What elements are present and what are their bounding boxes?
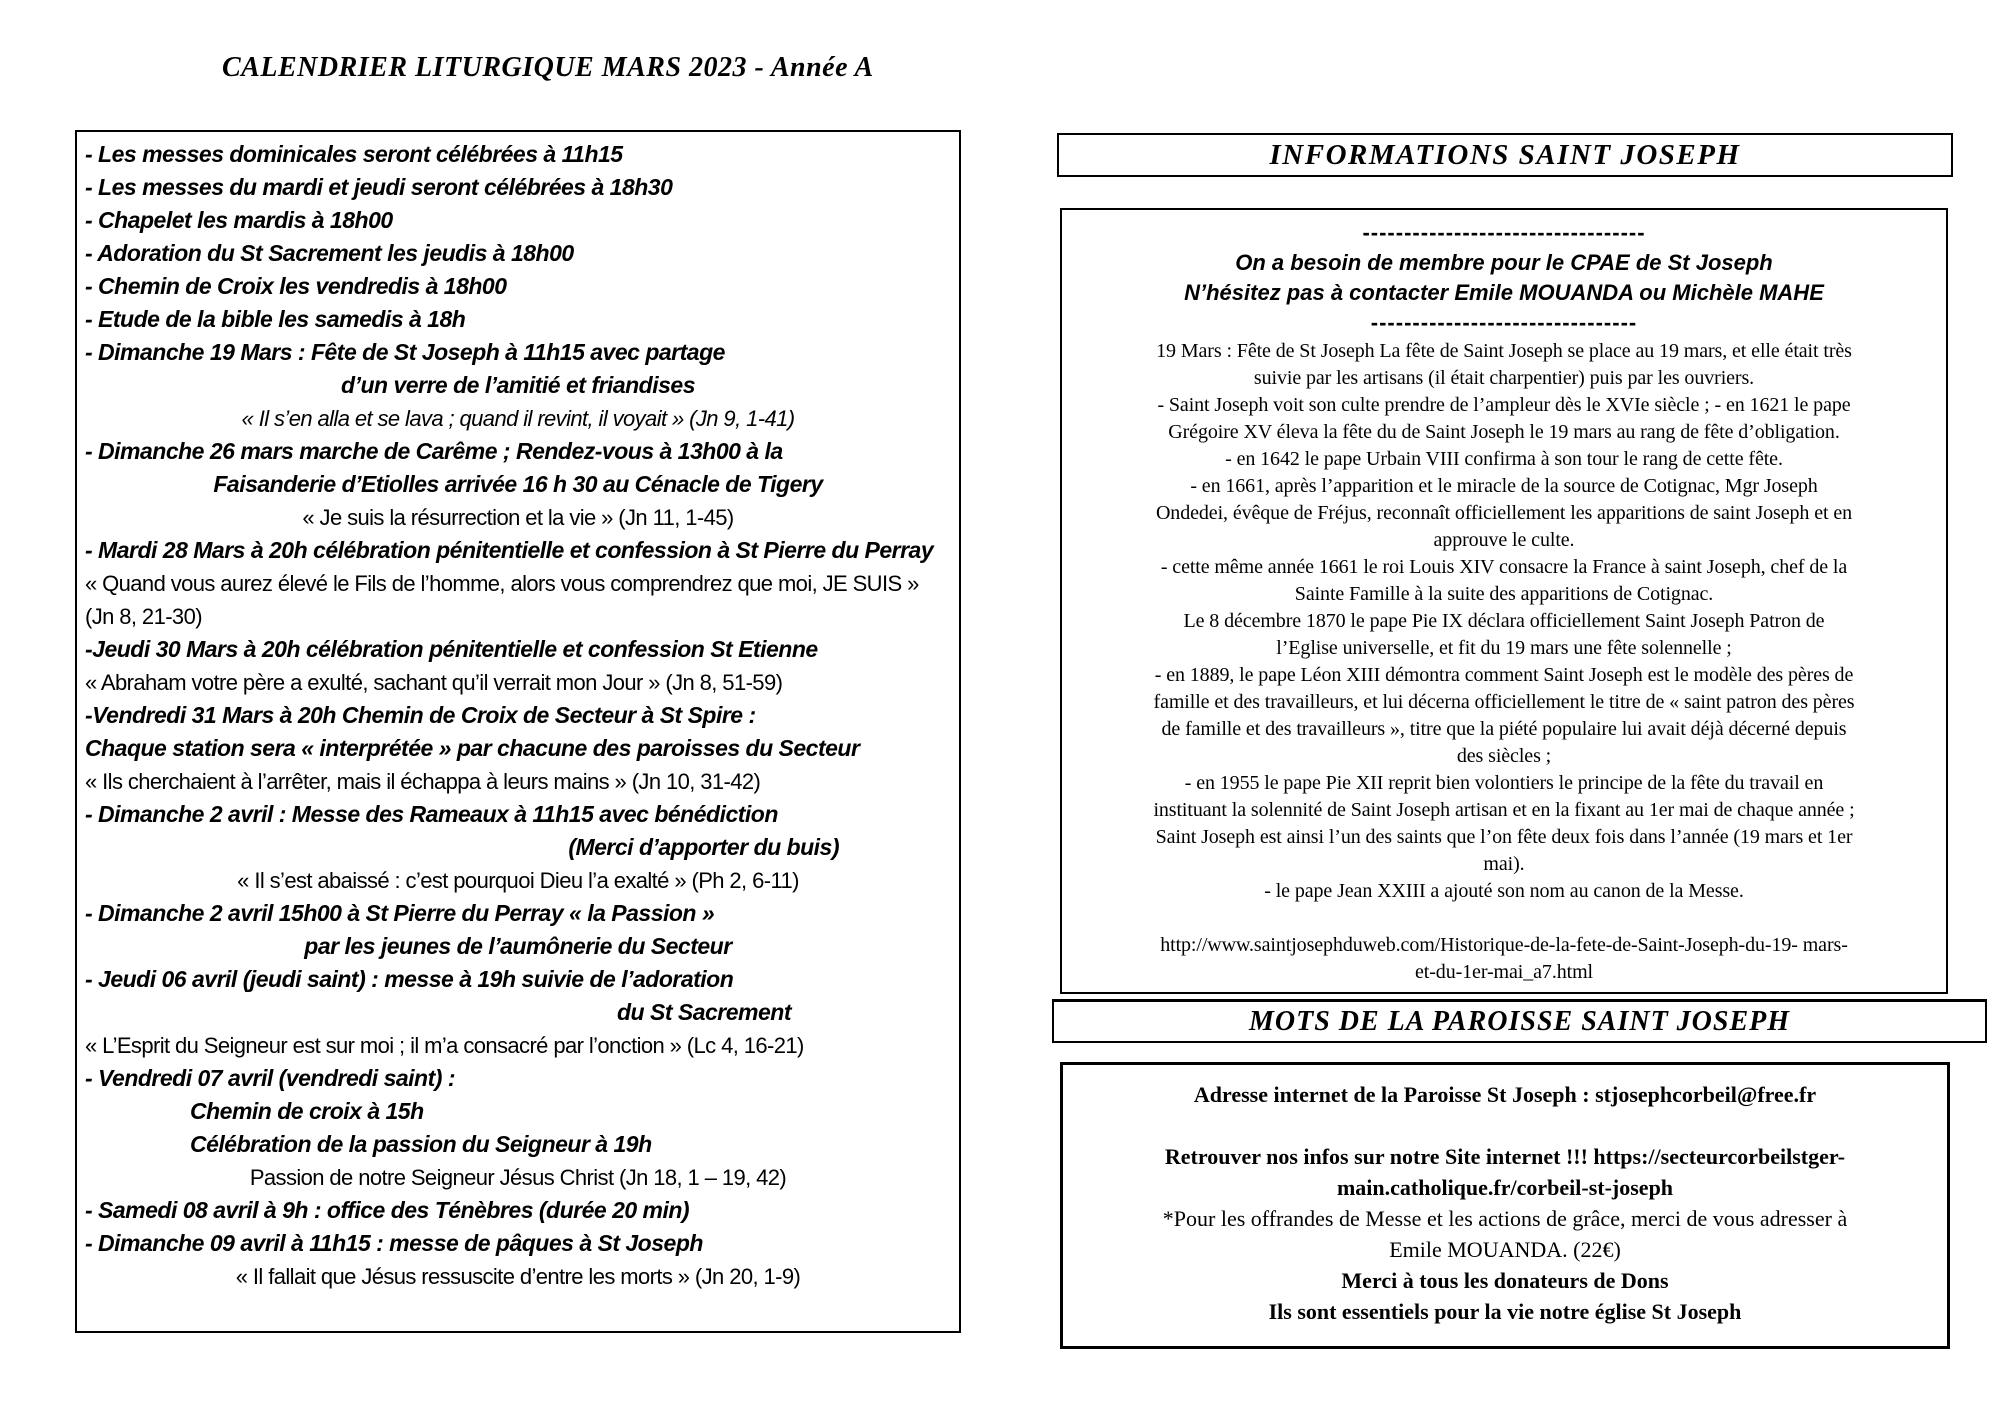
- paroisse-line: [1073, 1110, 1937, 1141]
- calendar-line: - Chemin de Croix les vendredis à 18h00: [85, 273, 507, 299]
- calendar-line: -Jeudi 30 Mars à 20h célébration pénitentielle et confession St Etienne: [85, 636, 818, 662]
- paroisse-line: Retrouver nos infos sur notre Site internet !!! https://secteurcorbeilstger-: [1164, 1144, 1846, 1169]
- history-line: Saint Joseph est ainsi l’un des saints que l’on fête deux fois dans l’année (19 mars et 1er: [1155, 826, 1853, 848]
- liturgical-calendar-box: [75, 130, 961, 1333]
- calendar-line: Passion de notre Seigneur Jésus Christ (Jn 18, 1 – 19, 42): [249, 1165, 787, 1190]
- calendar-line: « Abraham votre père a exulté, sachant qu’il verrait mon Jour » (Jn 8, 51-59): [85, 670, 783, 695]
- calendar-line: « Il fallait que Jésus ressuscite d’entre les morts » (Jn 20, 1-9): [235, 1264, 801, 1289]
- history-line: - en 1661, après l’apparition et le miracle de la source de Cotignac, Mgr Joseph: [1190, 475, 1818, 497]
- history-line: et-du-1er-mai_a7.html: [1415, 961, 1593, 983]
- paroisse-line: Merci à tous les donateurs de Dons: [1341, 1268, 1669, 1293]
- cpae-notice-line: N’hésitez pas à contacter Emile MOUANDA ou Michèle MAHE: [1184, 280, 1824, 305]
- calendar-line: - Samedi 08 avril à 9h : office des Ténèbres (durée 20 min): [85, 1197, 690, 1223]
- calendar-line: Chemin de croix à 15h: [190, 1098, 424, 1124]
- calendar-line: - Les messes du mardi et jeudi seront célébrées à 18h30: [85, 174, 673, 200]
- calendar-line: - Dimanche 19 Mars : Fête de St Joseph à 11h15 avec partage: [85, 339, 725, 365]
- mots-paroisse-header: MOTS DE LA PAROISSE SAINT JOSEPH: [1052, 999, 1987, 1043]
- history-line: - en 1642 le pape Urbain VIII confirma à son tour le rang de cette fête.: [1225, 448, 1783, 470]
- calendar-line: « Quand vous aurez élevé le Fils de l’homme, alors vous comprendrez que moi, JE SUIS » (Jn 8, 21-30): [85, 571, 919, 629]
- divider-bottom: --------------------------------: [1370, 310, 1638, 335]
- history-line: des siècles ;: [1456, 745, 1552, 767]
- history-line: Grégoire XV éleva la fête du de Saint Joseph le 19 mars au rang de fête d’obligation.: [1168, 421, 1840, 443]
- paroisse-line: *Pour les offrandes de Messe et les actions de grâce, merci de vous adresser à: [1162, 1206, 1848, 1231]
- history-line: - cette même année 1661 le roi Louis XIV consacre la France à saint Joseph, chef de la: [1160, 556, 1848, 578]
- cpae-notice-line: On a besoin de membre pour le CPAE de St Joseph: [1235, 250, 1773, 275]
- calendar-line: « Je suis la résurrection et la vie » (Jn 11, 1-45): [302, 505, 734, 530]
- calendar-line: - Dimanche 2 avril : Messe des Rameaux à 11h15 avec bénédiction: [85, 801, 778, 827]
- saint-joseph-history: [1071, 338, 1937, 986]
- history-line: famille et des travailleurs, et lui décerna officiellement le titre de « saint patron des pères: [1153, 691, 1855, 713]
- calendar-line: Faisanderie d’Etiolles arrivée 16 h 30 au Cénacle de Tigery: [213, 471, 823, 497]
- informations-header: INFORMATIONS SAINT JOSEPH: [1057, 133, 1953, 177]
- calendar-line: « L’Esprit du Seigneur est sur moi ; il m’a consacré par l’onction » (Lc 4, 16-21): [85, 1033, 804, 1058]
- history-line: - en 1889, le pape Léon XIII démontra comment Saint Joseph est le modèle des pères de: [1154, 664, 1854, 686]
- calendar-line: - Adoration du St Sacrement les jeudis à 18h00: [85, 240, 574, 266]
- history-line: approuve le culte.: [1433, 529, 1575, 551]
- calendar-line: « Ils cherchaient à l’arrêter, mais il échappa à leurs mains » (Jn 10, 31-42): [85, 769, 761, 794]
- history-line: l’Eglise universelle, et fit du 19 mars une fête solennelle ;: [1276, 637, 1732, 659]
- calendar-line: - Etude de la bible les samedis à 18h: [85, 306, 466, 332]
- history-line: http://www.saintjosephduweb.com/Historique-de-la-fete-de-Saint-Joseph-du-19- mars-: [1160, 934, 1848, 956]
- history-line: instituant la solennité de Saint Joseph artisan et en la fixant au 1er mai de chaque année ;: [1153, 799, 1855, 821]
- paroisse-line: main.catholique.fr/corbeil-st-joseph: [1336, 1175, 1674, 1200]
- paroisse-line: Ils sont essentiels pour la vie notre église St Joseph: [1268, 1299, 1742, 1324]
- calendar-line: -Vendredi 31 Mars à 20h Chemin de Croix de Secteur à St Spire :: [85, 702, 756, 728]
- calendar-line: - Dimanche 2 avril 15h00 à St Pierre du Perray « la Passion »: [85, 900, 715, 926]
- calendar-line: « Il s’est abaissé : c’est pourquoi Dieu l’a exalté » (Ph 2, 6-11): [237, 868, 799, 893]
- calendar-line: - Dimanche 26 mars marche de Carême ; Rendez-vous à 13h00 à la: [85, 438, 783, 464]
- paroisse-line: Adresse internet de la Paroisse St Joseph : stjosephcorbeil@free.fr: [1193, 1082, 1817, 1107]
- page-title: CALENDRIER LITURGIQUE MARS 2023 - Année A: [222, 52, 874, 83]
- informations-box: [1060, 208, 1948, 994]
- history-line: Le 8 décembre 1870 le pape Pie IX déclara officiellement Saint Joseph Patron de: [1183, 610, 1825, 632]
- calendar-line: - Mardi 28 Mars à 20h célébration pénitentielle et confession à St Pierre du Perray: [85, 537, 934, 563]
- calendar-line: Chaque station sera « interprétée » par chacune des paroisses du Secteur: [85, 735, 860, 761]
- calendar-line: « Il s’en alla et se lava ; quand il revint, il voyait » (Jn 9, 1-41): [241, 406, 795, 431]
- history-line: - le pape Jean XXIII a ajouté son nom au canon de la Messe.: [1264, 880, 1744, 902]
- history-line: [1071, 905, 1937, 932]
- calendar-line: par les jeunes de l’aumônerie du Secteur: [304, 933, 732, 959]
- history-line: Ondedei, évêque de Fréjus, reconnaît officiellement les apparitions de saint Joseph et en: [1155, 502, 1853, 524]
- calendar-line: - Les messes dominicales seront célébrées à 11h15: [85, 141, 623, 167]
- history-line: - Saint Joseph voit son culte prendre de l’ampleur dès le XVIe siècle ; - en 1621 le pape: [1157, 394, 1851, 416]
- calendar-line: - Vendredi 07 avril (vendredi saint) :: [85, 1065, 455, 1091]
- history-line: 19 Mars : Fête de St Joseph La fête de Saint Joseph se place au 19 mars, et elle était très: [1156, 340, 1852, 362]
- calendar-line: du St Sacrement: [617, 999, 791, 1025]
- divider-top: ----------------------------------: [1362, 220, 1646, 245]
- calendar-line: - Chapelet les mardis à 18h00: [85, 207, 393, 233]
- calendar-line: (Merci d’apporter du buis): [568, 834, 839, 860]
- history-line: Sainte Famille à la suite des apparitions de Cotignac.: [1294, 583, 1714, 605]
- calendar-line: Célébration de la passion du Seigneur à 19h: [190, 1131, 652, 1157]
- history-line: - en 1955 le pape Pie XII reprit bien volontiers le principe de la fête du travail en: [1184, 772, 1824, 794]
- calendar-line: - Jeudi 06 avril (jeudi saint) : messe à 19h suivie de l’adoration: [85, 966, 734, 992]
- paroisse-line: Emile MOUANDA. (22€): [1389, 1237, 1621, 1262]
- history-line: de famille et des travailleurs », titre que la piété populaire lui avait déjà décerné depuis: [1161, 718, 1847, 740]
- calendar-line: - Dimanche 09 avril à 11h15 : messe de pâques à St Joseph: [85, 1230, 703, 1256]
- history-line: suivie par les artisans (il était charpentier) puis par les ouvriers.: [1253, 367, 1755, 389]
- calendar-line: d’un verre de l’amitié et friandises: [341, 372, 695, 398]
- history-line: mai).: [1483, 853, 1525, 875]
- paroisse-contact-box: [1060, 1062, 1950, 1349]
